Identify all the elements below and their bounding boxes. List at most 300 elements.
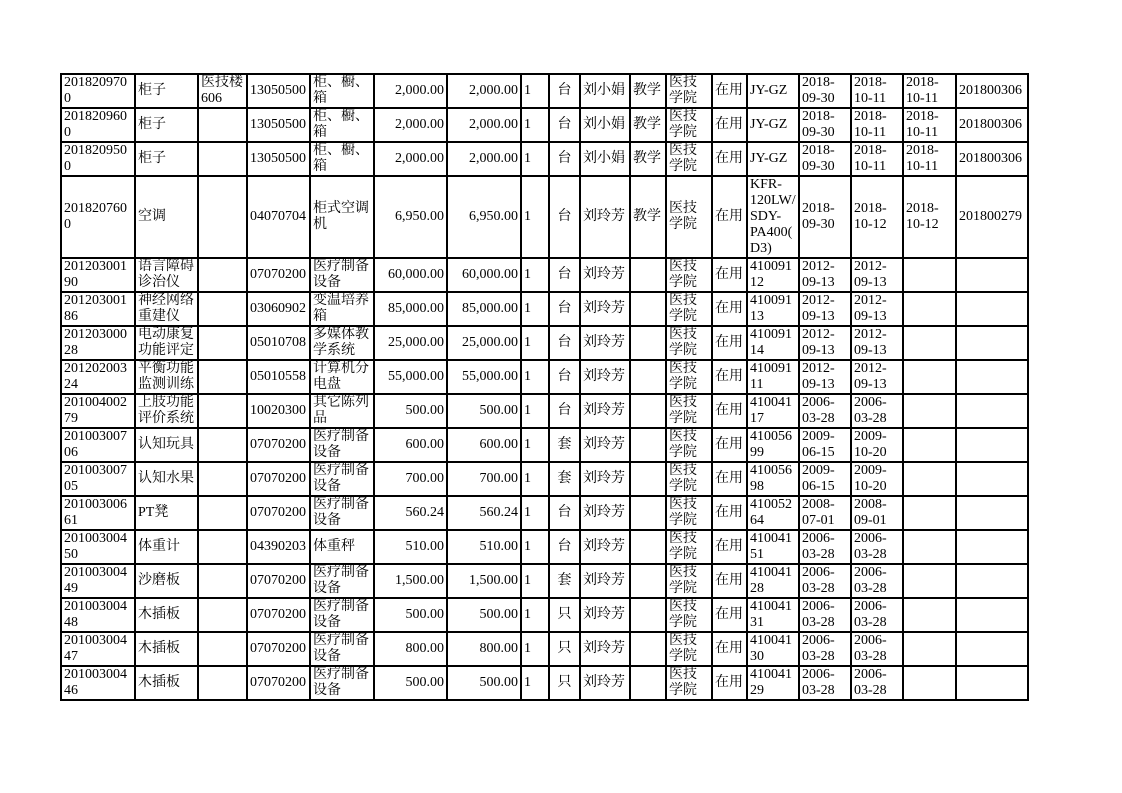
- cell-date-3: 2018-10-11: [903, 74, 956, 108]
- cell-date-2: 2018-10-11: [851, 74, 903, 108]
- cell-net-value: 2,000.00: [447, 108, 521, 142]
- cell-category-name: 体重秤: [310, 530, 374, 564]
- cell-usage-type: [630, 598, 666, 632]
- cell-model: 41004117: [747, 394, 799, 428]
- cell-unit: 台: [549, 326, 580, 360]
- cell-net-value: 560.24: [447, 496, 521, 530]
- cell-date-1: 2018-09-30: [799, 176, 851, 258]
- cell-usage-type: [630, 632, 666, 666]
- cell-status: 在用: [712, 632, 747, 666]
- cell-date-2: 2012-09-13: [851, 258, 903, 292]
- cell-custodian: 刘玲芳: [580, 666, 630, 700]
- cell-usage-type: [630, 326, 666, 360]
- cell-category-name: 变温培养箱: [310, 292, 374, 326]
- cell-net-value: 500.00: [447, 394, 521, 428]
- cell-quantity: 1: [521, 632, 549, 666]
- cell-net-value: 800.00: [447, 632, 521, 666]
- cell-unit: 台: [549, 292, 580, 326]
- cell-usage-type: 教学: [630, 74, 666, 108]
- cell-quantity: 1: [521, 360, 549, 394]
- cell-document-no: [956, 394, 1028, 428]
- cell-usage-type: [630, 666, 666, 700]
- cell-net-value: 60,000.00: [447, 258, 521, 292]
- cell-category-name: 医疗制备设备: [310, 598, 374, 632]
- table-row: [61, 666, 1028, 700]
- cell-document-no: [956, 564, 1028, 598]
- table-row: [61, 360, 1028, 394]
- cell-asset-name: 神经网络重建仪: [135, 292, 198, 326]
- cell-department: 医技学院: [666, 108, 712, 142]
- cell-quantity: 1: [521, 142, 549, 176]
- cell-model: JY-GZ: [747, 142, 799, 176]
- cell-date-3: [903, 496, 956, 530]
- cell-date-1: 2012-09-13: [799, 326, 851, 360]
- cell-location: [198, 564, 247, 598]
- cell-location: [198, 360, 247, 394]
- cell-date-2: 2018-10-11: [851, 108, 903, 142]
- cell-quantity: 1: [521, 176, 549, 258]
- cell-asset-id: 20120300190: [61, 258, 135, 292]
- cell-date-2: 2008-09-01: [851, 496, 903, 530]
- cell-original-value: 600.00: [374, 428, 447, 462]
- cell-category-code: 07070200: [247, 258, 310, 292]
- cell-category-name: 医疗制备设备: [310, 258, 374, 292]
- cell-document-no: 201800279: [956, 176, 1028, 258]
- cell-net-value: 85,000.00: [447, 292, 521, 326]
- cell-department: 医技学院: [666, 462, 712, 496]
- table-row: [61, 598, 1028, 632]
- cell-custodian: 刘玲芳: [580, 292, 630, 326]
- cell-model: 41004128: [747, 564, 799, 598]
- cell-location: [198, 142, 247, 176]
- cell-status: 在用: [712, 666, 747, 700]
- cell-document-no: [956, 496, 1028, 530]
- cell-date-2: 2006-03-28: [851, 394, 903, 428]
- cell-asset-name: 木插板: [135, 598, 198, 632]
- cell-unit: 台: [549, 258, 580, 292]
- table-row: [61, 564, 1028, 598]
- table-row: [61, 108, 1028, 142]
- cell-unit: 套: [549, 428, 580, 462]
- cell-date-3: [903, 292, 956, 326]
- table-row: [61, 428, 1028, 462]
- cell-asset-id: 20100300446: [61, 666, 135, 700]
- cell-net-value: 510.00: [447, 530, 521, 564]
- asset-inventory-table: [60, 73, 1029, 701]
- cell-asset-name: 空调: [135, 176, 198, 258]
- cell-usage-type: [630, 292, 666, 326]
- cell-unit: 台: [549, 530, 580, 564]
- cell-quantity: 1: [521, 74, 549, 108]
- cell-unit: 套: [549, 462, 580, 496]
- cell-department: 医技学院: [666, 74, 712, 108]
- cell-quantity: 1: [521, 292, 549, 326]
- cell-asset-id: 2018209700: [61, 74, 135, 108]
- cell-model: 41009113: [747, 292, 799, 326]
- table-row: [61, 292, 1028, 326]
- cell-quantity: 1: [521, 530, 549, 564]
- cell-asset-id: 2018209500: [61, 142, 135, 176]
- cell-model: 41005698: [747, 462, 799, 496]
- cell-department: 医技学院: [666, 360, 712, 394]
- cell-asset-name: 体重计: [135, 530, 198, 564]
- cell-asset-name: 平衡功能监测训练: [135, 360, 198, 394]
- cell-category-code: 04390203: [247, 530, 310, 564]
- cell-status: 在用: [712, 108, 747, 142]
- cell-date-1: 2006-03-28: [799, 530, 851, 564]
- cell-quantity: 1: [521, 258, 549, 292]
- cell-custodian: 刘玲芳: [580, 462, 630, 496]
- cell-department: 医技学院: [666, 428, 712, 462]
- cell-document-no: [956, 428, 1028, 462]
- cell-asset-id: 20100300705: [61, 462, 135, 496]
- cell-department: 医技学院: [666, 666, 712, 700]
- table-body: [61, 74, 1028, 700]
- cell-original-value: 500.00: [374, 598, 447, 632]
- cell-document-no: 201800306: [956, 142, 1028, 176]
- cell-asset-id: 20100400279: [61, 394, 135, 428]
- cell-usage-type: [630, 360, 666, 394]
- cell-location: [198, 176, 247, 258]
- cell-location: [198, 632, 247, 666]
- cell-original-value: 560.24: [374, 496, 447, 530]
- cell-date-3: 2018-10-11: [903, 108, 956, 142]
- cell-date-2: 2018-10-11: [851, 142, 903, 176]
- cell-asset-id: 20100300448: [61, 598, 135, 632]
- cell-location: [198, 292, 247, 326]
- cell-location: [198, 530, 247, 564]
- cell-category-code: 03060902: [247, 292, 310, 326]
- cell-category-name: 医疗制备设备: [310, 462, 374, 496]
- spreadsheet-area: [60, 73, 1029, 701]
- cell-date-2: 2009-10-20: [851, 428, 903, 462]
- cell-date-2: 2006-03-28: [851, 564, 903, 598]
- cell-date-3: [903, 564, 956, 598]
- cell-status: 在用: [712, 292, 747, 326]
- cell-date-1: 2018-09-30: [799, 108, 851, 142]
- cell-status: 在用: [712, 394, 747, 428]
- cell-unit: 台: [549, 108, 580, 142]
- cell-model: 41009112: [747, 258, 799, 292]
- cell-category-code: 07070200: [247, 496, 310, 530]
- cell-department: 医技学院: [666, 258, 712, 292]
- cell-usage-type: [630, 428, 666, 462]
- cell-location: [198, 666, 247, 700]
- cell-quantity: 1: [521, 598, 549, 632]
- cell-unit: 只: [549, 632, 580, 666]
- cell-category-name: 医疗制备设备: [310, 632, 374, 666]
- cell-category-name: 其它陈列品: [310, 394, 374, 428]
- cell-date-1: 2006-03-28: [799, 598, 851, 632]
- cell-unit: 台: [549, 360, 580, 394]
- cell-unit: 台: [549, 394, 580, 428]
- cell-date-3: 2018-10-12: [903, 176, 956, 258]
- cell-document-no: [956, 666, 1028, 700]
- cell-unit: 台: [549, 74, 580, 108]
- cell-asset-name: 柜子: [135, 74, 198, 108]
- cell-asset-id: 20120300028: [61, 326, 135, 360]
- cell-date-1: 2006-03-28: [799, 666, 851, 700]
- cell-custodian: 刘玲芳: [580, 428, 630, 462]
- cell-category-code: 10020300: [247, 394, 310, 428]
- cell-custodian: 刘玲芳: [580, 598, 630, 632]
- cell-department: 医技学院: [666, 598, 712, 632]
- cell-date-3: [903, 360, 956, 394]
- cell-custodian: 刘小娟: [580, 142, 630, 176]
- cell-date-1: 2006-03-28: [799, 564, 851, 598]
- cell-category-name: 柜式空调机: [310, 176, 374, 258]
- cell-status: 在用: [712, 496, 747, 530]
- cell-department: 医技学院: [666, 632, 712, 666]
- table-row: [61, 530, 1028, 564]
- table-row: [61, 74, 1028, 108]
- cell-asset-id: 20100300450: [61, 530, 135, 564]
- cell-category-name: 柜、橱、箱: [310, 74, 374, 108]
- cell-quantity: 1: [521, 394, 549, 428]
- cell-category-code: 13050500: [247, 74, 310, 108]
- cell-custodian: 刘玲芳: [580, 530, 630, 564]
- cell-quantity: 1: [521, 666, 549, 700]
- cell-department: 医技学院: [666, 564, 712, 598]
- cell-net-value: 55,000.00: [447, 360, 521, 394]
- cell-date-3: [903, 530, 956, 564]
- cell-quantity: 1: [521, 428, 549, 462]
- cell-date-1: 2018-09-30: [799, 74, 851, 108]
- cell-date-3: [903, 326, 956, 360]
- cell-asset-name: 认知玩具: [135, 428, 198, 462]
- cell-category-code: 05010708: [247, 326, 310, 360]
- cell-asset-name: 木插板: [135, 666, 198, 700]
- cell-document-no: [956, 326, 1028, 360]
- cell-usage-type: 教学: [630, 142, 666, 176]
- cell-net-value: 600.00: [447, 428, 521, 462]
- cell-status: 在用: [712, 462, 747, 496]
- cell-status: 在用: [712, 428, 747, 462]
- cell-usage-type: [630, 564, 666, 598]
- cell-asset-id: 20120200324: [61, 360, 135, 394]
- cell-status: 在用: [712, 598, 747, 632]
- cell-unit: 台: [549, 496, 580, 530]
- cell-usage-type: [630, 258, 666, 292]
- cell-asset-id: 20100300661: [61, 496, 135, 530]
- cell-model: 41004131: [747, 598, 799, 632]
- cell-asset-id: 20100300449: [61, 564, 135, 598]
- cell-date-2: 2006-03-28: [851, 530, 903, 564]
- table-row: [61, 258, 1028, 292]
- cell-date-2: 2012-09-13: [851, 326, 903, 360]
- cell-date-1: 2012-09-13: [799, 258, 851, 292]
- cell-custodian: 刘玲芳: [580, 360, 630, 394]
- table-row: [61, 176, 1028, 258]
- cell-status: 在用: [712, 176, 747, 258]
- cell-location: 医技楼606: [198, 74, 247, 108]
- cell-category-code: 04070704: [247, 176, 310, 258]
- cell-model: 41005699: [747, 428, 799, 462]
- cell-status: 在用: [712, 530, 747, 564]
- cell-unit: 台: [549, 142, 580, 176]
- cell-original-value: 25,000.00: [374, 326, 447, 360]
- cell-model: 41009111: [747, 360, 799, 394]
- cell-department: 医技学院: [666, 292, 712, 326]
- table-row: [61, 394, 1028, 428]
- cell-date-3: [903, 632, 956, 666]
- cell-date-1: 2018-09-30: [799, 142, 851, 176]
- cell-location: [198, 394, 247, 428]
- cell-quantity: 1: [521, 496, 549, 530]
- cell-date-2: 2006-03-28: [851, 632, 903, 666]
- cell-status: 在用: [712, 326, 747, 360]
- cell-asset-id: 2018209600: [61, 108, 135, 142]
- cell-category-name: 医疗制备设备: [310, 666, 374, 700]
- cell-asset-name: 柜子: [135, 142, 198, 176]
- cell-date-2: 2012-09-13: [851, 292, 903, 326]
- cell-net-value: 2,000.00: [447, 142, 521, 176]
- table-row: [61, 632, 1028, 666]
- cell-original-value: 55,000.00: [374, 360, 447, 394]
- cell-date-2: 2006-03-28: [851, 666, 903, 700]
- cell-date-3: [903, 666, 956, 700]
- cell-date-2: 2006-03-28: [851, 598, 903, 632]
- cell-net-value: 2,000.00: [447, 74, 521, 108]
- cell-original-value: 500.00: [374, 394, 447, 428]
- cell-custodian: 刘小娟: [580, 74, 630, 108]
- cell-date-3: [903, 462, 956, 496]
- cell-document-no: [956, 462, 1028, 496]
- cell-original-value: 6,950.00: [374, 176, 447, 258]
- cell-department: 医技学院: [666, 394, 712, 428]
- cell-date-3: [903, 428, 956, 462]
- cell-location: [198, 462, 247, 496]
- cell-asset-id: 20100300706: [61, 428, 135, 462]
- cell-asset-id: 20120300186: [61, 292, 135, 326]
- cell-document-no: [956, 292, 1028, 326]
- cell-category-name: 医疗制备设备: [310, 564, 374, 598]
- table-row: [61, 142, 1028, 176]
- cell-date-2: 2012-09-13: [851, 360, 903, 394]
- cell-asset-name: 语言障碍诊治仪: [135, 258, 198, 292]
- cell-date-1: 2006-03-28: [799, 632, 851, 666]
- cell-category-name: 医疗制备设备: [310, 428, 374, 462]
- cell-unit: 只: [549, 598, 580, 632]
- cell-document-no: 201800306: [956, 108, 1028, 142]
- cell-custodian: 刘玲芳: [580, 496, 630, 530]
- cell-original-value: 2,000.00: [374, 74, 447, 108]
- cell-custodian: 刘玲芳: [580, 176, 630, 258]
- cell-date-1: 2006-03-28: [799, 394, 851, 428]
- cell-category-name: 柜、橱、箱: [310, 142, 374, 176]
- cell-asset-name: 沙磨板: [135, 564, 198, 598]
- cell-department: 医技学院: [666, 176, 712, 258]
- cell-date-3: [903, 598, 956, 632]
- cell-category-name: 柜、橱、箱: [310, 108, 374, 142]
- cell-original-value: 800.00: [374, 632, 447, 666]
- cell-department: 医技学院: [666, 326, 712, 360]
- cell-asset-name: 木插板: [135, 632, 198, 666]
- cell-status: 在用: [712, 142, 747, 176]
- cell-net-value: 1,500.00: [447, 564, 521, 598]
- cell-location: [198, 598, 247, 632]
- cell-asset-name: 上肢功能评价系统: [135, 394, 198, 428]
- cell-model: 41004151: [747, 530, 799, 564]
- cell-quantity: 1: [521, 326, 549, 360]
- cell-date-3: [903, 258, 956, 292]
- cell-date-2: 2009-10-20: [851, 462, 903, 496]
- cell-status: 在用: [712, 564, 747, 598]
- cell-category-code: 07070200: [247, 666, 310, 700]
- cell-original-value: 85,000.00: [374, 292, 447, 326]
- cell-net-value: 25,000.00: [447, 326, 521, 360]
- cell-model: JY-GZ: [747, 108, 799, 142]
- cell-usage-type: [630, 462, 666, 496]
- cell-date-3: [903, 394, 956, 428]
- cell-category-code: 05010558: [247, 360, 310, 394]
- cell-location: [198, 258, 247, 292]
- cell-asset-name: 电动康复功能评定: [135, 326, 198, 360]
- cell-date-3: 2018-10-11: [903, 142, 956, 176]
- cell-model: KFR-120LW/SDY-PA400(D3): [747, 176, 799, 258]
- cell-category-code: 07070200: [247, 598, 310, 632]
- cell-asset-name: 认知水果: [135, 462, 198, 496]
- cell-category-name: 多媒体教学系统: [310, 326, 374, 360]
- cell-category-code: 07070200: [247, 462, 310, 496]
- cell-location: [198, 108, 247, 142]
- cell-document-no: [956, 360, 1028, 394]
- cell-asset-id: 20100300447: [61, 632, 135, 666]
- cell-department: 医技学院: [666, 530, 712, 564]
- cell-usage-type: [630, 530, 666, 564]
- cell-unit: 台: [549, 176, 580, 258]
- cell-custodian: 刘玲芳: [580, 632, 630, 666]
- cell-model: 41005264: [747, 496, 799, 530]
- cell-original-value: 2,000.00: [374, 142, 447, 176]
- cell-category-code: 07070200: [247, 564, 310, 598]
- cell-custodian: 刘玲芳: [580, 564, 630, 598]
- cell-status: 在用: [712, 360, 747, 394]
- cell-location: [198, 326, 247, 360]
- cell-document-no: 201800306: [956, 74, 1028, 108]
- cell-net-value: 6,950.00: [447, 176, 521, 258]
- cell-custodian: 刘玲芳: [580, 326, 630, 360]
- cell-unit: 只: [549, 666, 580, 700]
- cell-usage-type: 教学: [630, 108, 666, 142]
- cell-date-1: 2009-06-15: [799, 428, 851, 462]
- cell-department: 医技学院: [666, 496, 712, 530]
- cell-date-1: 2012-09-13: [799, 292, 851, 326]
- cell-document-no: [956, 598, 1028, 632]
- cell-model: 41009114: [747, 326, 799, 360]
- cell-original-value: 510.00: [374, 530, 447, 564]
- cell-model: 41004130: [747, 632, 799, 666]
- cell-model: 41004129: [747, 666, 799, 700]
- cell-date-1: 2009-06-15: [799, 462, 851, 496]
- cell-usage-type: [630, 496, 666, 530]
- cell-original-value: 500.00: [374, 666, 447, 700]
- cell-status: 在用: [712, 74, 747, 108]
- cell-usage-type: [630, 394, 666, 428]
- cell-category-code: 13050500: [247, 108, 310, 142]
- cell-unit: 套: [549, 564, 580, 598]
- cell-custodian: 刘玲芳: [580, 258, 630, 292]
- cell-location: [198, 496, 247, 530]
- cell-date-2: 2018-10-12: [851, 176, 903, 258]
- cell-document-no: [956, 258, 1028, 292]
- cell-model: JY-GZ: [747, 74, 799, 108]
- cell-asset-name: 柜子: [135, 108, 198, 142]
- cell-original-value: 1,500.00: [374, 564, 447, 598]
- cell-category-code: 13050500: [247, 142, 310, 176]
- cell-quantity: 1: [521, 564, 549, 598]
- cell-status: 在用: [712, 258, 747, 292]
